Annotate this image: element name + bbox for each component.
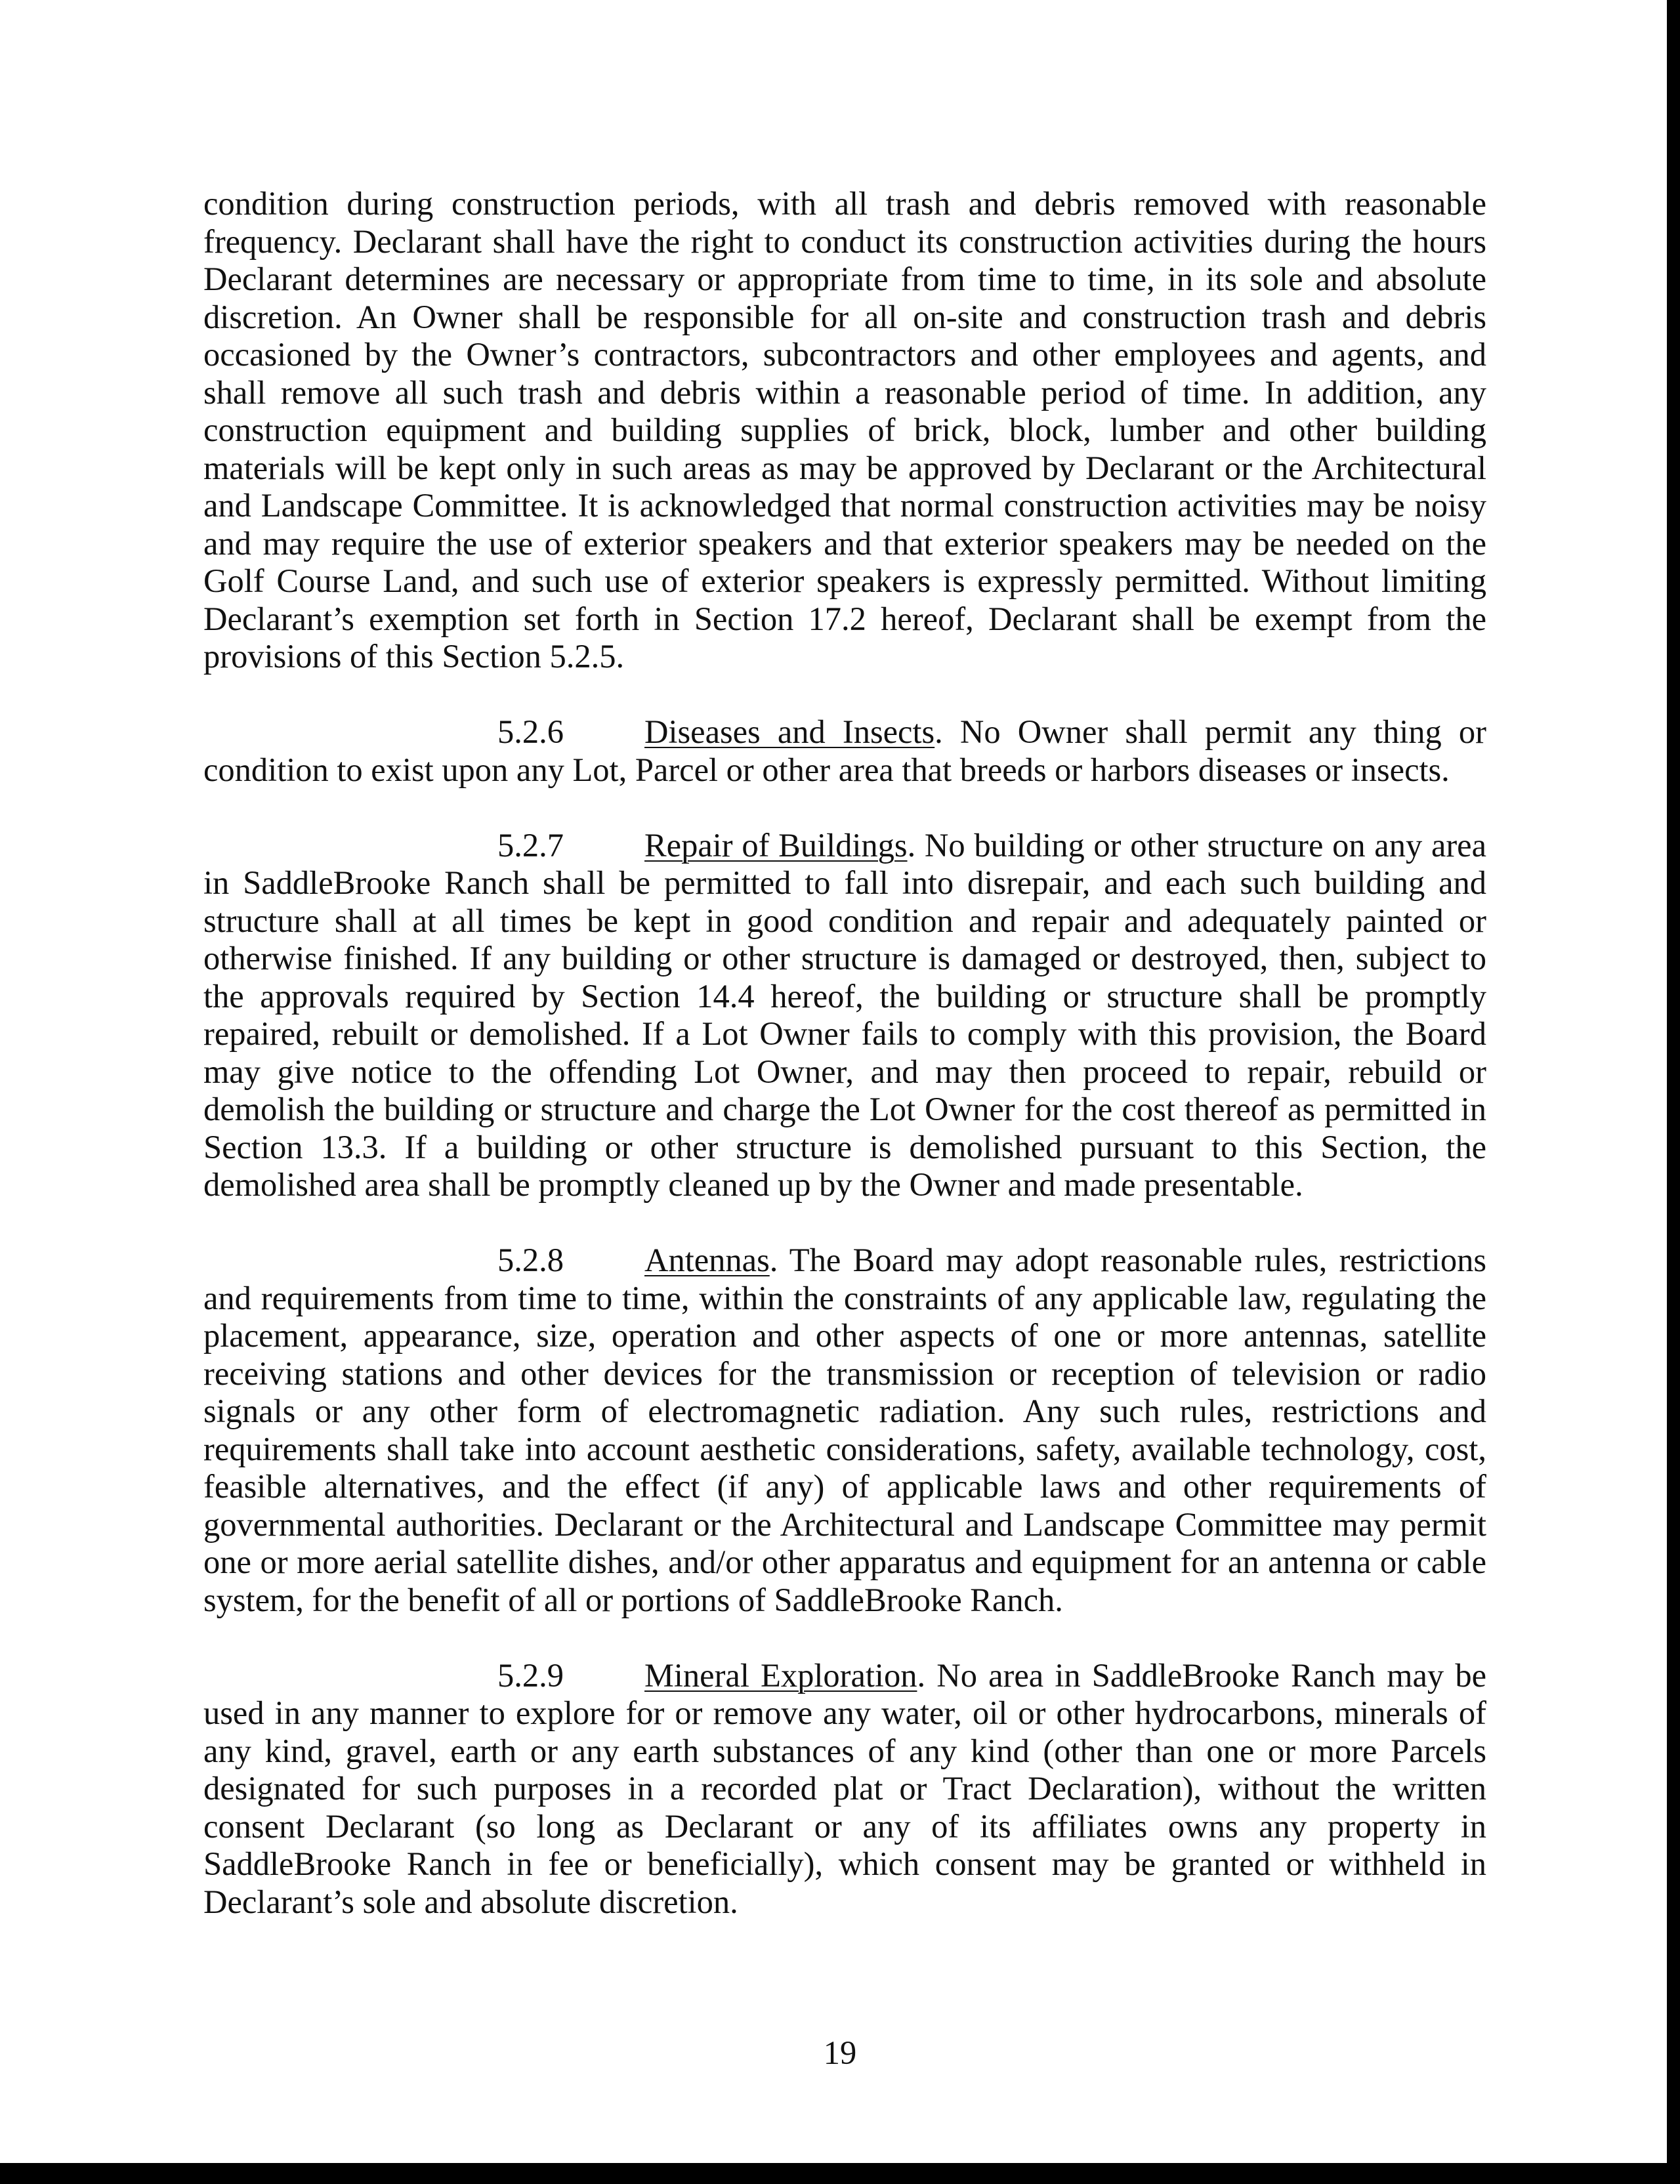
section-heading: Antennas xyxy=(644,1242,770,1278)
section-text: . The Board may adopt reasonable rules, restrictions and requirements from time to time, within the constraints of any applicable law, regulating the placement, appearance, size, operation and other aspects of one or more antennas, satellite receiving stations and other devices for the transmission or reception of television or radio signals or any other form of electromagnetic radiation. Any such rules, restrictions and requirements shall take into account aesthetic considerations, safety, available technology, cost, feasible alternatives, and the effect (if any) of applicable laws and other requirements of governmental authorities. Declarant or the Architectural and Landscape Committee may permit one or more aerial satellite dishes, and/or other apparatus and equipment for an antenna or cable system, for the benefit of all or portions of SaddleBrooke Ranch. xyxy=(203,1242,1486,1618)
section-text: . No Owner shall permit any thing or condition to exist upon any Lot, Parcel or other area that breeds or harbors diseases or insects. xyxy=(203,713,1486,788)
section-heading: Mineral Exploration xyxy=(644,1656,917,1694)
page-number: 19 xyxy=(823,2034,857,2071)
scan-border-bottom xyxy=(0,2163,1680,2184)
section-number: 5.2.7 xyxy=(497,826,564,864)
section-number: 5.2.6 xyxy=(497,713,564,750)
section-heading: Diseases and Insects xyxy=(644,713,935,750)
section-5-2-9 xyxy=(203,1657,1486,1922)
section-5-2-6 xyxy=(203,713,1486,789)
section-text: . No area in SaddleBrooke Ranch may be used in any manner to explore for or remove any water, oil or other hydrocarbons, minerals of any kind, gravel, earth or any earth substances of any kind (other than one or more Parcels designated for such purposes in a recorded plat or Tract Declaration), without the written consent Declarant (so long as Declarant or any of its affiliates owns any property in SaddleBrooke Ranch in fee or beneficially), which consent may be granted or withheld in Declarant’s sole and absolute discretion. xyxy=(203,1656,1487,1920)
section-heading: Repair of Buildings xyxy=(644,826,908,864)
section-text: . No building or other structure on any area in SaddleBrooke Ranch shall be permitted to fall into disrepair, and each such building and structure shall at all times be kept in good condition and repair and adequately painted or otherwise finished. If any building or other structure is damaged or destroyed, then, subject to the approvals required by Section 14.4 hereof, the building or structure shall be promptly repaired, rebuilt or demolished. If a Lot Owner fails to comply with this provision, the Board may give notice to the offending Lot Owner, and may then proceed to repair, rebuild or demolish the building or structure and charge the Lot Owner for the cost thereof as permitted in Section 13.3. If a building or other structure is demolished pursuant to this Section, the demolished area shall be promptly cleaned up by the Owner and made presentable. xyxy=(203,826,1487,1203)
document-body xyxy=(203,185,1486,1921)
section-number: 5.2.9 xyxy=(497,1656,564,1694)
section-number: 5.2.8 xyxy=(497,1242,564,1278)
intro-paragraph: condition during construction periods, with all trash and debris removed with reasonable frequency. Declarant shall have the right to conduct its construction activities during the hours Declarant determines are necessary or appropriate from time to time, in its sole and absolute discretion. An Owner shall be responsible for all on-site and construction trash and debris occasioned by the Owner’s contractors, subcontractors and other employees and agents, and shall remove all such trash and debris within a reasonable period of time. In addition, any construction equipment and building supplies of brick, block, lumber and other building materials will be kept only in such areas as may be approved by Declarant or the Architectural and Landscape Committee. It is acknowledged that normal construction activities may be noisy and may require the use of exterior speakers and that exterior speakers may be needed on the Golf Course Land, and such use of exterior speakers is expressly permitted. Without limiting Declarant’s exemption set forth in Section 17.2 hereof, Declarant shall be exempt from the provisions of this Section 5.2.5. xyxy=(203,185,1486,675)
scan-border-right xyxy=(1667,0,1680,2184)
section-5-2-8 xyxy=(203,1242,1486,1619)
section-5-2-7 xyxy=(203,827,1486,1204)
